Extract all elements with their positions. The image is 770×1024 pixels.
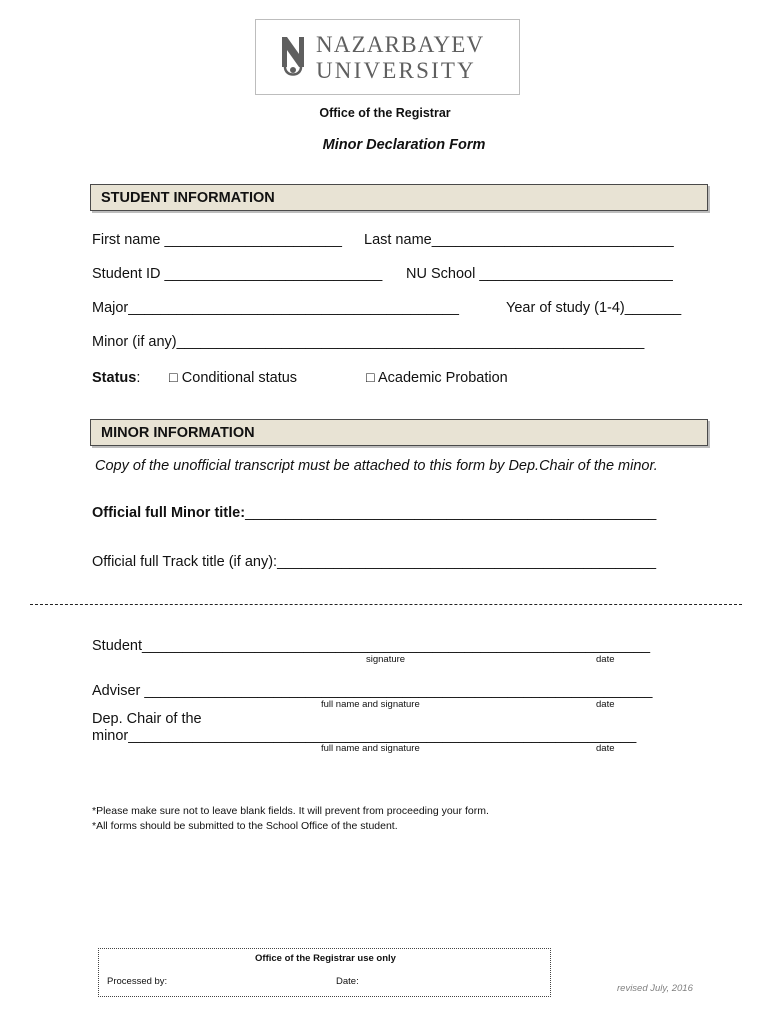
student-information-heading: STUDENT INFORMATION xyxy=(101,190,275,206)
minor-information-heading: MINOR INFORMATION xyxy=(101,425,255,441)
transcript-note: Copy of the unofficial transcript must be attached to this form by Dep.Chair of the minor. xyxy=(95,458,658,474)
student-signature-caption: signature xyxy=(366,654,406,665)
university-emblem-icon xyxy=(282,37,304,79)
dep-chair-signature-field[interactable]: minor_______________________________________________________________ xyxy=(92,728,637,744)
year-of-study-field[interactable]: Year of study (1-4)_______ xyxy=(506,300,682,316)
student-signature-field[interactable]: Student_______________________________________________________________ xyxy=(92,638,651,654)
office-heading: Office of the Registrar xyxy=(319,106,451,120)
dep-chair-date-caption: date xyxy=(596,743,615,754)
university-logo xyxy=(255,19,520,95)
student-information-header xyxy=(90,184,708,211)
major-field[interactable]: Major_________________________________________ xyxy=(92,300,459,316)
minor-title-line[interactable]: ___________________________________________________ xyxy=(245,505,657,521)
status-label-text: Status xyxy=(92,370,137,386)
minor-if-any-field[interactable]: Minor (if any)__________________________________________________________ xyxy=(92,334,645,350)
student-id-field[interactable]: Student ID ___________________________ xyxy=(92,266,383,282)
track-title-label: Official full Track title (if any): xyxy=(92,554,278,570)
cut-line-divider xyxy=(30,604,742,605)
adviser-signature-field[interactable]: Adviser _______________________________________________________________ xyxy=(92,683,653,699)
footnote-blank-fields: *Please make sure not to leave blank fields. It will prevent from proceeding your form. xyxy=(92,805,489,817)
dep-chair-label: Dep. Chair of the xyxy=(92,711,202,727)
status-label xyxy=(92,370,140,386)
adviser-date-caption: date xyxy=(596,699,615,710)
registrar-use-box xyxy=(98,948,551,997)
dep-chair-signature-caption: full name and signature xyxy=(321,743,420,754)
track-title-field[interactable] xyxy=(92,554,656,570)
conditional-status-checkbox[interactable]: □ Conditional status xyxy=(169,370,298,386)
registrar-use-title: Office of the Registrar use only xyxy=(255,953,396,964)
processed-by-label: Processed by: xyxy=(107,976,168,987)
logo-text-line2: UNIVERSITY xyxy=(316,58,476,83)
minor-title-field[interactable] xyxy=(92,505,656,521)
academic-probation-checkbox[interactable]: □ Academic Probation xyxy=(366,370,508,386)
logo-text-line1: NAZARBAYEV xyxy=(316,32,485,57)
revision-date: revised July, 2016 xyxy=(617,983,693,994)
minor-information-header xyxy=(90,419,708,446)
student-date-caption: date xyxy=(596,654,615,665)
status-colon: : xyxy=(136,370,141,386)
last-name-field[interactable]: Last name______________________________ xyxy=(364,232,674,248)
footnote-submission: *All forms should be submitted to the School Office of the student. xyxy=(92,820,398,832)
adviser-signature-caption: full name and signature xyxy=(321,699,420,710)
nu-school-field[interactable]: NU School ________________________ xyxy=(406,266,673,282)
registrar-date-label: Date: xyxy=(336,976,359,987)
minor-title-label: Official full Minor title: xyxy=(92,505,246,521)
first-name-field[interactable]: First name ______________________ xyxy=(92,232,342,248)
track-title-line[interactable]: _______________________________________________ xyxy=(277,554,657,570)
form-title: Minor Declaration Form xyxy=(322,137,486,153)
